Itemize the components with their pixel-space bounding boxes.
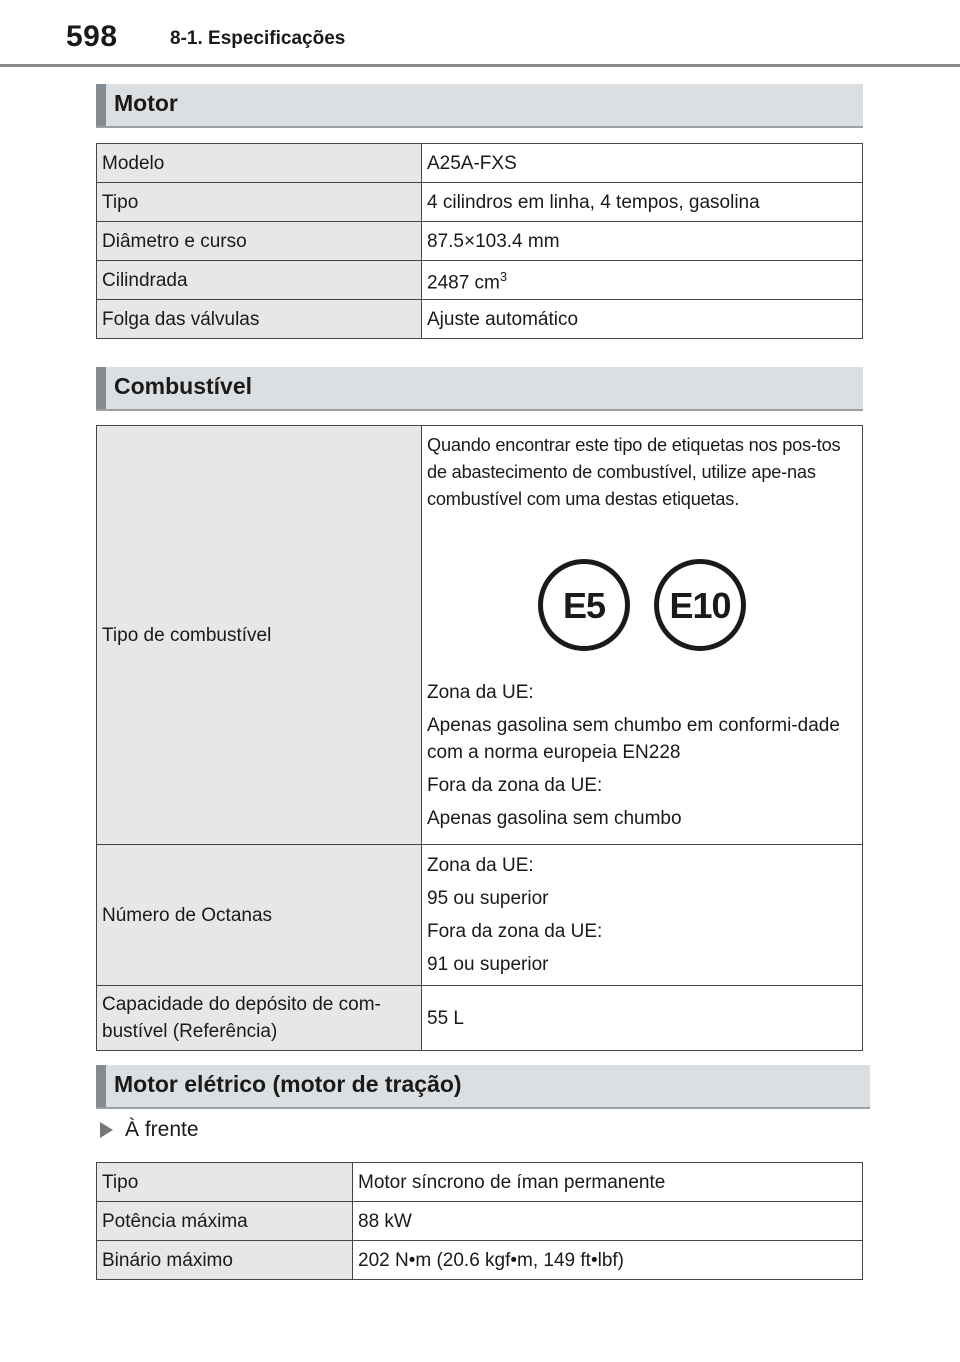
header-divider — [0, 64, 960, 67]
table-row — [97, 426, 863, 845]
eu-zone-label: Zona da UE: — [427, 682, 534, 703]
electric-motor-spec-table — [96, 1162, 863, 1280]
section-title: Motor elétrico (motor de tração) — [114, 1071, 462, 1097]
section-title: Motor — [114, 90, 178, 116]
eu-zone-value: Apenas gasolina sem chumbo em conformi-dade com a norma europeia EN228 — [427, 715, 840, 763]
section-title: Combustível — [114, 373, 253, 399]
row-label: Modelo — [97, 144, 422, 183]
outside-eu-label: Fora da zona da UE: — [427, 775, 603, 796]
table-row — [97, 1202, 863, 1241]
row-value: 202 N•m (20.6 kgf•m, 149 ft•lbf) — [353, 1241, 863, 1280]
fuel-spec-table — [96, 425, 863, 1051]
triangle-arrow-icon — [100, 1122, 113, 1138]
table-row — [97, 986, 863, 1051]
chapter-title: 8-1. Especificações — [170, 28, 346, 49]
row-label: Diâmetro e curso — [97, 222, 422, 261]
motor-spec-table — [96, 143, 863, 339]
outside-eu-label: Fora da zona da UE: — [427, 921, 603, 942]
row-value: 88 kW — [353, 1202, 863, 1241]
row-value: 55 L — [422, 986, 863, 1051]
outside-eu-value: Apenas gasolina sem chumbo — [427, 808, 682, 829]
outside-eu-value: 91 ou superior — [427, 954, 549, 975]
row-label: Tipo — [97, 183, 422, 222]
table-row — [97, 1241, 863, 1280]
fuel-intro-text: Quando encontrar este tipo de etiquetas nos pos-tos de abastecimento de combustível, utilize ape-nas combustível com uma destas etiquetas. — [427, 435, 841, 509]
subheading-front — [100, 1118, 199, 1142]
row-value: 4 cilindros em linha, 4 tempos, gasolina — [422, 183, 863, 222]
row-value: 87.5×103.4 mm — [422, 222, 863, 261]
section-marker — [96, 367, 106, 409]
row-value: A25A-FXS — [422, 144, 863, 183]
table-row — [97, 1163, 863, 1202]
unit-exponent: 3 — [499, 269, 508, 285]
row-label: Folga das válvulas — [97, 300, 422, 339]
section-header-combustivel — [96, 367, 863, 411]
row-label: Cilindrada — [97, 261, 422, 300]
row-value — [422, 261, 863, 300]
section-header-motor — [96, 84, 863, 128]
table-row — [97, 222, 863, 261]
section-marker — [96, 1065, 106, 1107]
section-marker — [96, 84, 106, 126]
row-label: Tipo de combustível — [97, 426, 422, 845]
table-row — [97, 144, 863, 183]
page-number: 598 — [66, 20, 118, 53]
row-value: Ajuste automático — [422, 300, 863, 339]
table-row — [97, 845, 863, 986]
e5-fuel-label-icon: E5 — [538, 559, 630, 651]
row-label: Capacidade do depósito de com-bustível (Referência) — [97, 986, 422, 1051]
section-header-motor-eletrico — [96, 1065, 870, 1109]
table-row — [97, 261, 863, 300]
table-row — [97, 300, 863, 339]
subheading-text: À frente — [125, 1118, 199, 1141]
row-label: Número de Octanas — [97, 845, 422, 986]
row-value — [422, 845, 863, 986]
page-header — [0, 0, 960, 66]
row-value — [422, 426, 863, 845]
eu-zone-value: 95 ou superior — [427, 888, 549, 909]
e10-fuel-label-icon: E10 — [654, 559, 746, 651]
displacement-value: 2487 cm — [427, 272, 500, 294]
table-row — [97, 183, 863, 222]
row-label: Tipo — [97, 1163, 353, 1202]
fuel-labels — [427, 559, 857, 651]
row-label: Potência máxima — [97, 1202, 353, 1241]
row-label: Binário máximo — [97, 1241, 353, 1280]
eu-zone-label: Zona da UE: — [427, 855, 534, 876]
row-value: Motor síncrono de íman permanente — [353, 1163, 863, 1202]
